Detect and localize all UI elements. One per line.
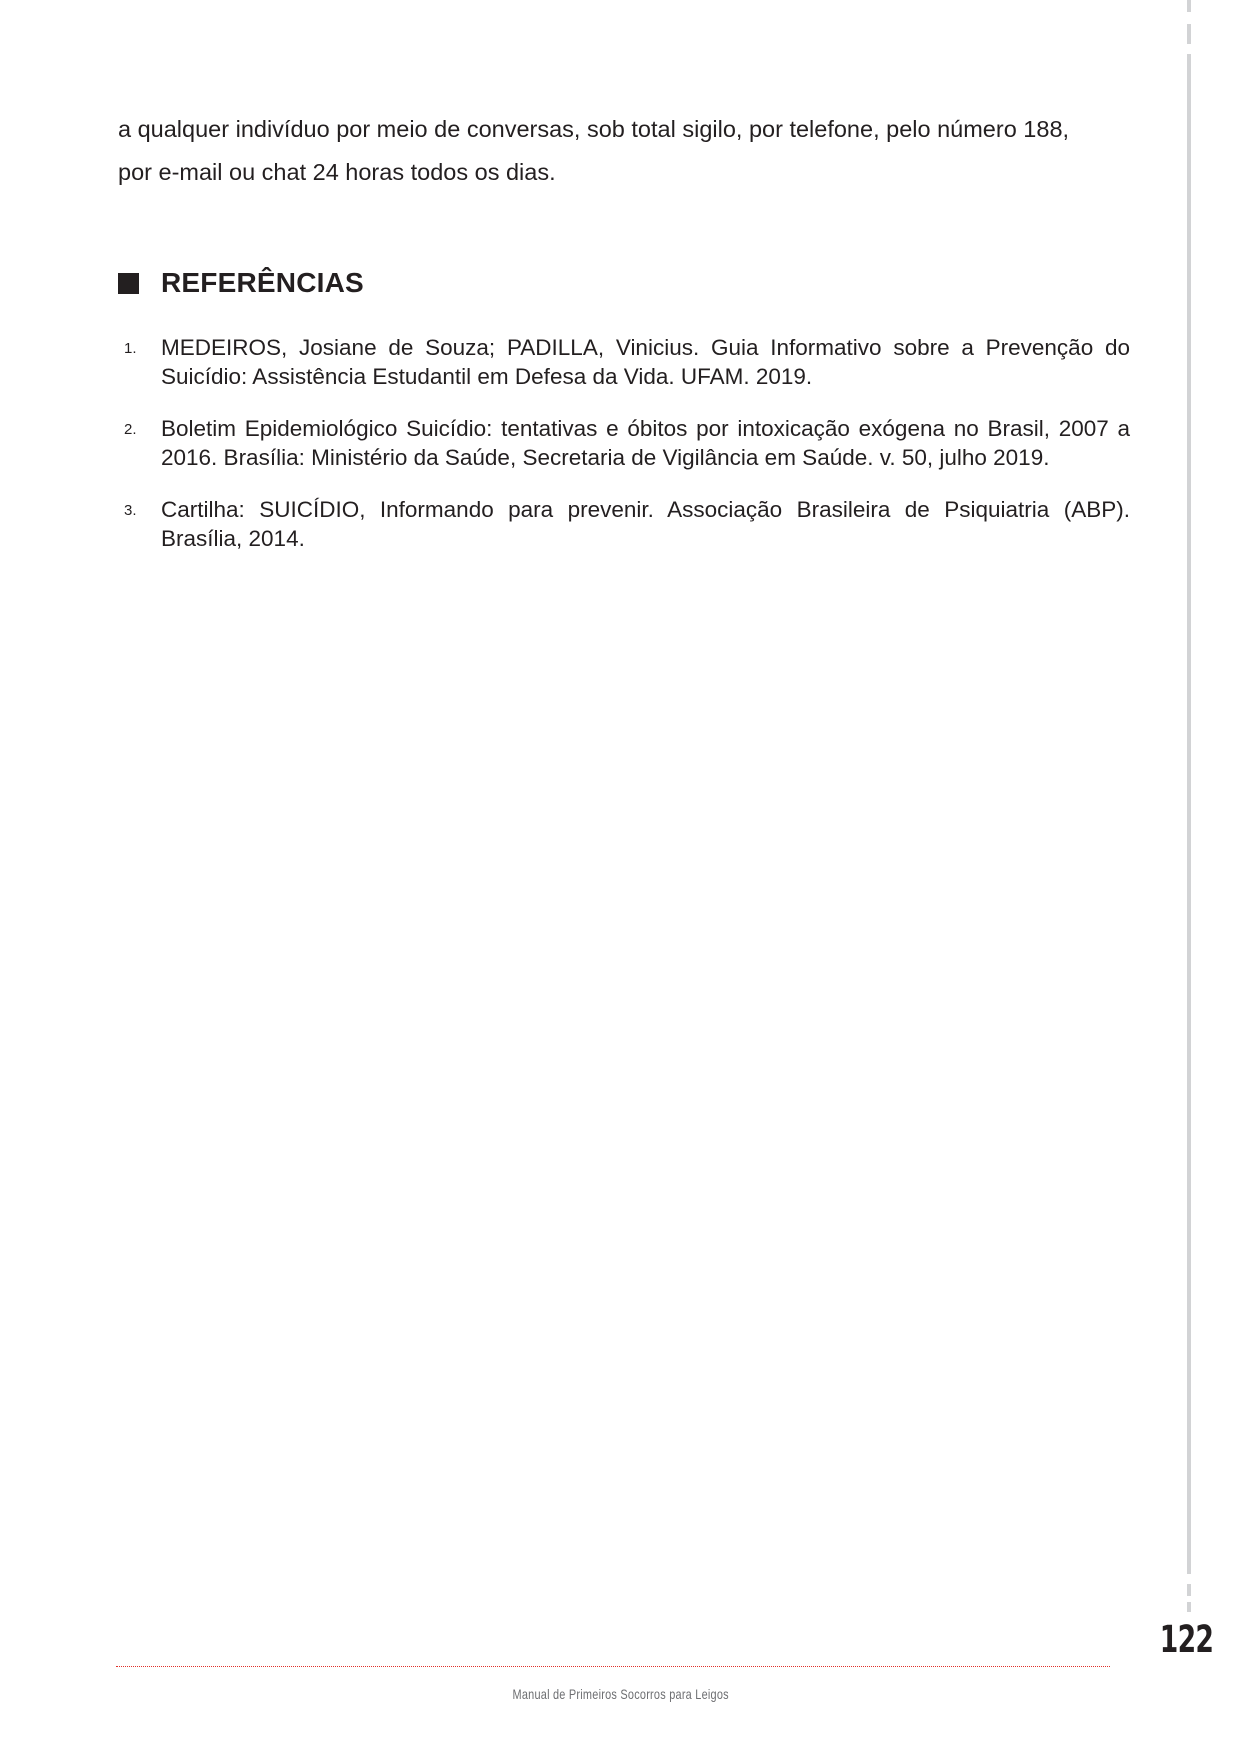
side-line-segment <box>1187 54 1191 1574</box>
intro-paragraph <box>118 108 1128 194</box>
reference-number: 3. <box>124 502 137 519</box>
reference-number: 2. <box>124 421 137 438</box>
side-line-dash <box>1187 0 1191 12</box>
section-heading <box>118 266 364 300</box>
section-title: REFERÊNCIAS <box>161 267 364 298</box>
footer-title: Manual de Primeiros Socorros para Leigos <box>512 1686 729 1702</box>
side-line-dash <box>1187 24 1191 44</box>
reference-item <box>124 495 1130 553</box>
page-number: 122 <box>1159 1618 1213 1661</box>
reference-number: 1. <box>124 340 137 357</box>
intro-line-1: a qualquer indivíduo por meio de conversas, sob total sigilo, por telefone, pelo número 188, <box>118 116 1070 142</box>
reference-text: Cartilha: SUICÍDIO, Informando para prevenir. Associação Brasileira de Psiquiatria (ABP). Brasília, 2014. <box>161 497 1130 551</box>
side-margin-line <box>1187 0 1191 1612</box>
footer-divider <box>116 1666 1110 1667</box>
reference-item <box>124 414 1130 472</box>
side-line-dash <box>1187 1584 1191 1596</box>
reference-item <box>124 333 1130 391</box>
references-list <box>124 333 1130 576</box>
square-bullet-icon <box>118 273 139 294</box>
side-line-dash <box>1187 1602 1191 1612</box>
intro-line-2: por e-mail ou chat 24 horas todos os dias. <box>118 159 556 185</box>
footer <box>0 1686 1241 1702</box>
reference-text: MEDEIROS, Josiane de Souza; PADILLA, Vinicius. Guia Informativo sobre a Prevenção do Suicídio: Assistência Estudantil em Defesa da Vida. UFAM. 2019. <box>161 335 1130 389</box>
reference-text: Boletim Epidemiológico Suicídio: tentativas e óbitos por intoxicação exógena no Brasil, 2007 a 2016. Brasília: Ministério da Saúde, Secretaria de Vigilância em Saúde. v. 50, julho 2019. <box>161 416 1130 470</box>
